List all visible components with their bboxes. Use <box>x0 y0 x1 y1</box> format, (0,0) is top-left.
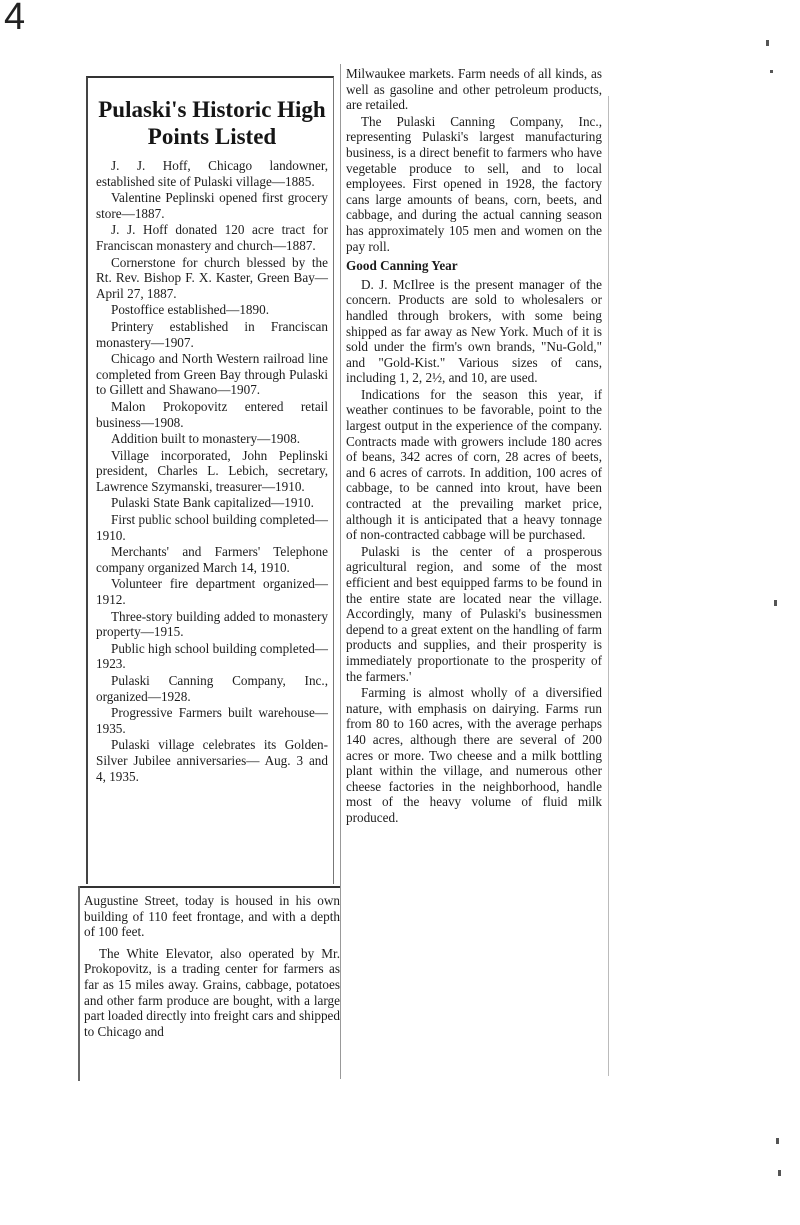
article-paragraph: Augustine Street, today is housed in his own building of 110 feet frontage, and with a depth of 100 feet. <box>84 893 340 940</box>
timeline-item: Addition built to monastery—1908. <box>111 431 301 447</box>
timeline-item: Valentine Peplinski opened first grocery store—1887. <box>96 190 328 221</box>
timeline-item: Volunteer fire department organized—1912. <box>96 576 328 608</box>
margin-speck <box>774 600 777 606</box>
article-paragraph: The White Elevator, also operated by Mr. Prokopovitz, is a trading center for farmers as far as 15 miles away. Grains, cabbage, potatoes and other farm produce are bought, with a large part loaded directly into freight cars and shipped to Chicago and <box>84 945 340 1039</box>
page-number: 4 <box>4 0 26 38</box>
timeline-item: J. J. Hoff, Chicago landowner, established site of Pulaski village—1885. <box>96 158 328 189</box>
timeline-item: Pulaski Canning Company, Inc., organized—1928. <box>96 673 328 704</box>
timeline-item: Pulaski village celebrates its Golden-Silver Jubilee anniversaries— Aug. 3 and 4, 1935. <box>96 737 328 784</box>
timeline-item: Village incorporated, John Peplinski president, Charles L. Lebich, secretary, Lawrence Szymanski, treasurer—1910. <box>96 447 328 494</box>
article-paragraph: D. J. McIlree is the present manager of the concern. Products are sold to wholesalers or handled through brokers, with some being shipped as far away as New York. Much of it is sold under the firm's own brands, "Nu-Gold," and "Gold-Kist." Various sizes of cans, including 1, 2, 2½, and 10, are used. <box>346 276 602 386</box>
column-divider-right <box>608 96 609 1076</box>
lower-left-side-rule <box>78 886 80 1081</box>
timeline-item: J. J. Hoff donated 120 acre tract for Franciscan monastery and church—1887. <box>96 222 328 253</box>
article-subhead: Good Canning Year <box>346 258 458 274</box>
timeline-item: Public high school building completed—1923. <box>96 640 328 672</box>
article-paragraph: Farming is almost wholly of a diversified nature, with emphasis on dairying. Farms run from 80 to 160 acres, with the average perhaps 140 acres, although there are several of 200 acres or more. Two cheese and a milk bottling plant within the village, and numerous other cheese factories in the neighborhood, handle most of the heavy volume of fluid milk produced. <box>346 685 602 825</box>
timeline-item: Pulaski State Bank capitalized—1910. <box>111 495 314 511</box>
margin-speck <box>770 70 773 73</box>
timeline-item: Printery established in Franciscan monastery—1907. <box>96 318 328 350</box>
timeline-item: Progressive Farmers built warehouse—1935. <box>96 705 328 736</box>
margin-speck <box>778 1170 781 1176</box>
right-column <box>346 66 602 826</box>
lower-left-rule <box>78 886 340 888</box>
timeline-item: Postoffice established—1890. <box>111 302 269 318</box>
timeline-item: Malon Prokopovitz entered retail business—1908. <box>96 398 328 430</box>
column-divider <box>340 64 341 1079</box>
lower-left-column <box>84 893 340 1039</box>
timeline-item: Cornerstone for church blessed by the Rt. Rev. Bishop F. X. Kaster, Green Bay—April 27, 1887. <box>96 254 328 301</box>
article-paragraph: The Pulaski Canning Company, Inc., representing Pulaski's largest manufacturing business, is a direct benefit to farmers who have vegetable produce to sell, and to local employees. First opened in 1928, the factory cans large amounts of beans, corn, beets, and cabbage, and during the actual canning season has approximately 105 men and women on the pay roll. <box>346 113 602 254</box>
timeline-item: Three-story building added to monastery property—1915. <box>96 608 328 640</box>
timeline-item: First public school building completed—1910. <box>96 512 328 543</box>
sidebar-headline: Pulaski's Historic High Points Listed <box>98 97 326 149</box>
margin-speck <box>776 1138 779 1144</box>
timeline-item: Chicago and North Western railroad line completed from Green Bay through Pulaski to Gillett and Shawano—1907. <box>96 351 328 398</box>
article-paragraph: Pulaski is the center of a prosperous agricultural region, and some of the most efficient and best equipped farms to be found in the entire state are located near the village. Accordingly, many of Pulaski's businessmen depend to a great extent on the handling of farm products and supplies, and their prosperity is immediately proportionate to the prosperity of the farmers.' <box>346 543 602 684</box>
article-paragraph: Indications for the season this year, if weather continues to be favorable, point to the largest output in the experience of the company. Contracts made with growers include 180 acres of beans, 342 acres of corn, 28 acres of beets, and 6 acres of carrots. In addition, 100 acres of cabbage, to be canned into krout, have been contracted at the prevailing market price, although it is anticipated that a heavy tonnage of non-contracted cabbage will be purchased. <box>346 386 602 543</box>
sidebar-column <box>96 86 328 784</box>
article-paragraph: Milwaukee markets. Farm needs of all kinds, as well as gasoline and other petroleum products, are retailed. <box>346 66 602 113</box>
margin-speck <box>766 40 769 46</box>
timeline-item: Merchants' and Farmers' Telephone company organized March 14, 1910. <box>96 544 328 575</box>
